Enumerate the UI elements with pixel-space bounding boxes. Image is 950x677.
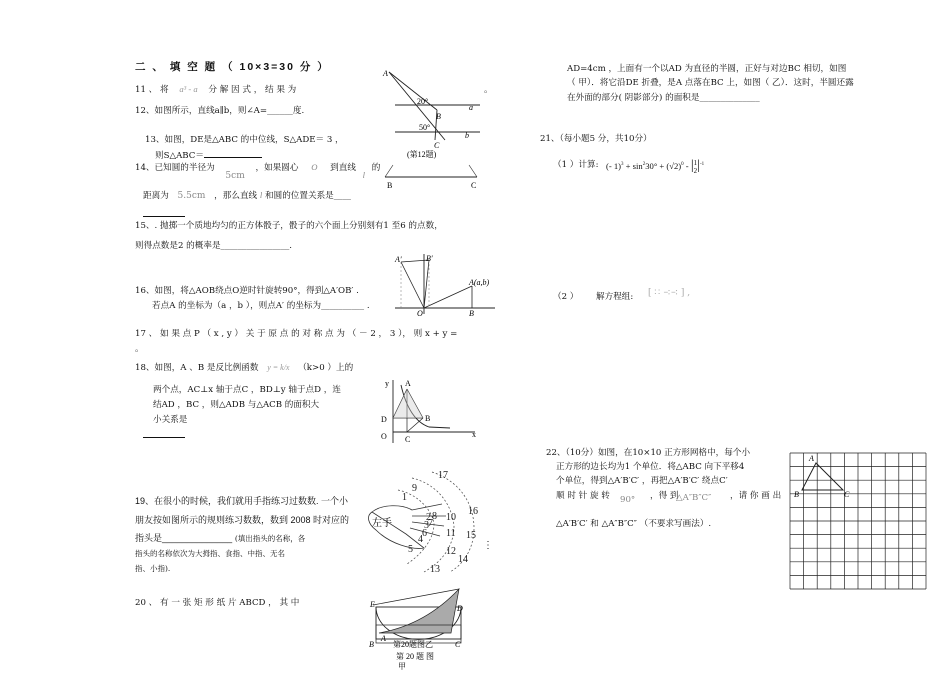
fig19-num-14: 14 — [458, 554, 468, 565]
q14-o: O — [311, 162, 318, 172]
q13-line2-text: 则S△ABC＝ — [155, 151, 204, 161]
fig18-label-C: C — [405, 435, 411, 444]
question-12: 12、如图所示，直线a∥b，则∠A=______度. — [135, 106, 305, 116]
q14-radius: 5cm — [225, 171, 245, 181]
fig16-label-A1: A′ — [395, 255, 402, 264]
fig19-num-8: 8 — [432, 511, 437, 522]
fig18-label-y: y — [385, 379, 389, 388]
q14-line1c: 到直线 — [330, 163, 356, 173]
question-20-line1: 20 、 有 一 张 矩 形 纸 片 ABCD ， 其 中 — [135, 598, 300, 608]
question-21-part1: （1 ）计算: — [553, 160, 599, 170]
q22-line4b: ，得 到 — [650, 491, 679, 501]
question-16-line2: 若点A 的坐标为（a ，b ），则点A′ 的坐标为__________ . — [152, 301, 370, 311]
question-17-line1: 17 、 如 果 点 P （ x , y ） 关 于 原 点 的 对 称 点 为 （ － 2 ， 3 ）， 则 x + y = — [135, 329, 458, 339]
fig19-num-11: 11 — [446, 528, 456, 539]
figure-19 — [362, 464, 497, 579]
fig20-caption-a2: 甲 — [398, 662, 406, 671]
fig19-num-6: 6 — [422, 528, 427, 539]
figure-18 — [375, 375, 480, 445]
question-21-title: 21、（每小题5 分，共10分） — [540, 134, 652, 144]
question-15-line1: 15、. 抛掷一个质地均匀的正方体骰子，骰子的六个面上分别刻有1 至6 的点数， — [135, 221, 443, 231]
fig19-num-12: 12 — [446, 546, 456, 557]
fig13-label-B: B — [387, 181, 393, 190]
fig19-num-3: 3 — [424, 520, 429, 531]
fig20-label-B: B — [369, 640, 374, 649]
fig19-label-left-hand: 左手 — [372, 518, 392, 529]
question-22-line2: 正方形的边长均为1 个单位．将△ABC 向下平移4 — [556, 462, 745, 472]
q14-l: l — [362, 170, 366, 180]
fig16-label-O: O — [417, 309, 423, 318]
fig20-label-E: E — [370, 600, 375, 609]
fig12-label-B: B — [436, 112, 441, 121]
q18-line1-text: 18、如图，A 、B 是反比例函数 — [135, 363, 259, 373]
question-20-cont3: 在外面的部分( 阴影部分) 的面积是______________ — [567, 93, 760, 103]
q19-line3b: (填出指头的名称，各 — [234, 534, 306, 543]
q22-line4-text: 顺 时 针 旋 转 — [556, 491, 610, 501]
figure-12 — [375, 65, 490, 160]
fig12-angle-20: 20° — [417, 97, 429, 106]
q11-end: 。 — [484, 85, 493, 95]
fig20-label-A: A — [381, 634, 386, 643]
question-19-line1: 19、在很小的时候，我们就用手指练习过数数. 一个小 — [135, 496, 349, 506]
fig19-num-17: 17 — [438, 470, 448, 481]
fig19-num-4: 4 — [418, 534, 423, 545]
fig19-num-9: 9 — [412, 483, 417, 494]
figure-22-grid — [788, 453, 928, 583]
fig20-caption-a: 第 20 题 图 — [396, 652, 434, 661]
q14-line2c: 和圆的位置关系是____ — [265, 191, 351, 201]
q22-line4c: ，请 你 画 出 — [730, 491, 782, 501]
fig19-num-7: 7 — [428, 518, 433, 529]
question-19-line2: 朋友按如图所示的规则练习数数，数到 2008 时对应的 — [135, 515, 350, 525]
fig18-label-O: O — [381, 432, 387, 441]
fig12-label-a: a — [469, 103, 473, 112]
fig18-label-x: x — [472, 430, 476, 439]
question-22-line5: △A′B′C′ 和 △A″B″C″ （不要求写画法）. — [556, 519, 712, 529]
q11-rest: 分 解 因 式 ， 结 果 为 — [208, 85, 297, 95]
q18-func: y = k/x — [267, 363, 290, 372]
fig12-label-A: A — [383, 69, 388, 78]
question-20-cont2: （ 甲）．将它沿DE 折叠，是A 点落在BC 上，如图（ 乙）．这时，半圆还露 — [567, 78, 854, 88]
svg-text:⋮: ⋮ — [483, 540, 493, 551]
q19-line3-text: 指头是______________ — [135, 533, 233, 543]
figure-16 — [395, 252, 505, 322]
question-20-cont1: AD=4cm ，上面有一个以AD 为直径的半圆，正好与对边BC 相切，如图 — [567, 64, 847, 74]
question-22-line4 — [556, 489, 610, 501]
question-19-line4: 指头的名称依次为大拇指、食指、中指、无名 — [135, 549, 285, 558]
q11-expr: a³ - a — [179, 84, 198, 94]
question-17-line2: 。 — [135, 344, 144, 354]
fig12-angle-50: 50° — [419, 123, 431, 132]
question-16-line1: 16、如图，将△AOB绕点O逆时针旋转90°，得到△A′OB′ . — [135, 286, 359, 296]
question-19-line3 — [135, 531, 305, 544]
question-18-line4: 小关系是 — [153, 415, 188, 425]
fig12-label-C: C — [434, 141, 440, 150]
q21-expression: (- $1)^3 + \sin^230^\circ + (√2)^0 - |1$ $2|^{-1}$ — [606, 158, 705, 176]
question-13-line1: 13、如图，DE是△ABC 的中位线，S△ADE＝ 3 ， — [145, 135, 344, 145]
q18-blank — [143, 428, 185, 441]
q21-equation-system: [ ∷ ∹∹ ] , — [648, 288, 691, 298]
q18-line1b: （k>0 ）上的 — [298, 363, 354, 373]
question-15-line2: 则得点数是2 的概率是________________. — [135, 241, 293, 251]
question-18-line3: 结AD ，BC ，则△ADB 与△ACB 的面积大 — [153, 400, 320, 410]
q22-rotation: 90° — [620, 495, 636, 505]
q14-line2-text: 距离为 — [143, 191, 169, 201]
q14-dist: 5.5cm — [177, 191, 206, 201]
fig20-caption-b: 第20题图乙 — [393, 640, 433, 649]
q22-triangle-ref: △A″B″C″ — [676, 493, 712, 503]
fig13-label-C: C — [471, 181, 477, 190]
q14-line1d: 的 — [371, 163, 381, 173]
fig16-label-B1: B′ — [426, 254, 433, 263]
fig16-label-A: A(a,b) — [469, 278, 490, 287]
fig19-num-10: 10 — [446, 512, 456, 523]
question-14-line2: 距离为 5.5cm ，那么直线 l 和圆的位置关系是____ — [143, 190, 351, 201]
question-19-line5: 指、小指). — [135, 564, 171, 573]
fig22-label-C: C — [844, 490, 850, 499]
question-22-line3: 个单位，得到△A′B′C′ ，再把△A′B′C′ 绕点C′ — [556, 476, 728, 486]
question-18-line1 — [135, 361, 353, 373]
fig19-num-1: 1 — [402, 492, 407, 503]
fig20-label-C: C — [455, 640, 461, 649]
fig19-num-15: 15 — [466, 530, 476, 541]
fig20-label-D: D — [457, 604, 463, 613]
figure-20 — [365, 585, 475, 670]
fig22-label-A: A — [809, 454, 814, 463]
question-21-part2b: 解方程组: — [596, 292, 634, 302]
fig22-label-B: B — [794, 490, 799, 499]
q14-line2b: ，那么直线 — [214, 191, 258, 201]
question-21-part2: （2 ） — [553, 292, 579, 302]
fig18-label-D: D — [381, 415, 387, 424]
fig19-num-16: 16 — [468, 506, 478, 517]
fig19-num-5: 5 — [408, 544, 413, 555]
q14-line1b: ，如果圆心 — [255, 163, 299, 173]
question-13-line2 — [155, 148, 262, 161]
fig18-label-B: B — [425, 414, 431, 423]
question-22-line1: 22、（10分）如图，在10×10 正方形网格中，每个小 — [546, 448, 751, 458]
question-11 — [135, 83, 296, 95]
question-14-line1 — [135, 161, 381, 181]
section-title: 二 、 填 空 题 （ 10×3=30 分 ） — [135, 61, 330, 73]
figure-13 — [385, 165, 485, 190]
fig16-label-B: B — [469, 309, 474, 318]
fig12-caption: (第12题) — [407, 150, 437, 159]
fig19-num-13: 13 — [430, 564, 440, 575]
q11-text: 11 、 将 — [135, 85, 169, 95]
question-18-line2: 两个点，AC⊥x 轴于点C ，BD⊥y 轴于点D ，连 — [153, 385, 341, 395]
q14-line1-text: 14、已知圆的半径为 — [135, 163, 215, 173]
fig19-num-2: 2 — [426, 512, 431, 523]
fig12-label-b: b — [465, 131, 469, 140]
fig18-label-A: A — [405, 379, 411, 388]
